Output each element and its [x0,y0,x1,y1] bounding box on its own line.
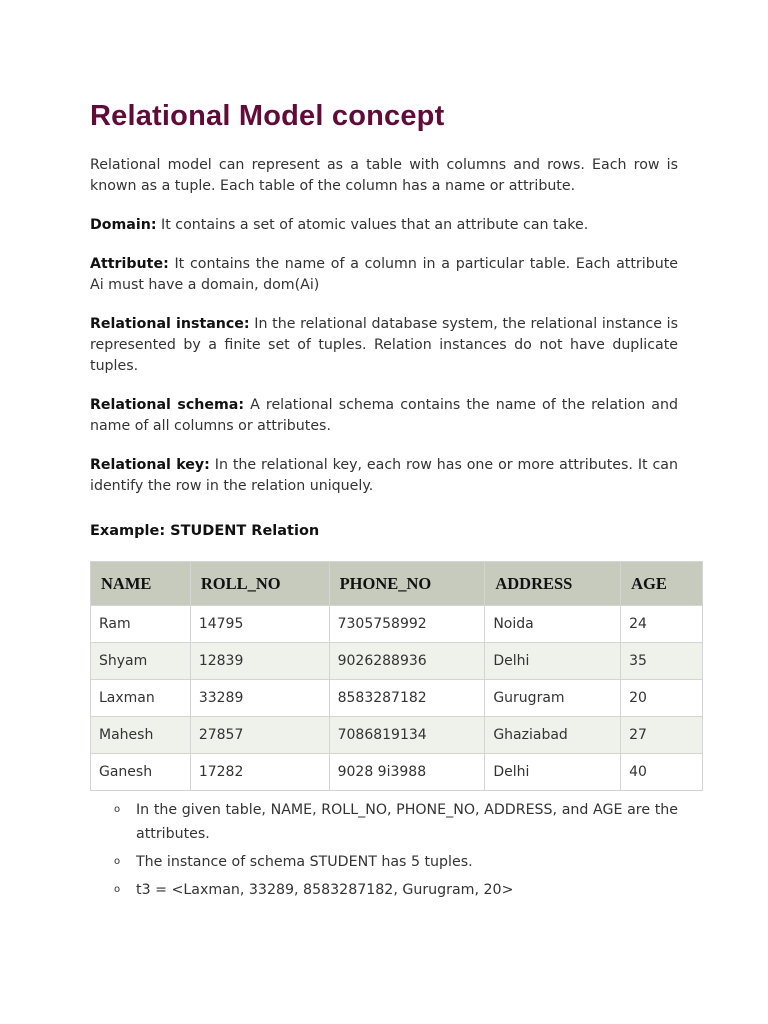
definition-domain [90,215,678,236]
student-relation-table [90,561,703,791]
list-item [110,798,678,846]
list-item-text: The instance of schema STUDENT has 5 tuples. [136,854,473,870]
table-cell: 35 [621,643,703,680]
table-cell: 7305758992 [329,606,485,643]
intro-paragraph: Relational model can represent as a table with columns and rows. Each row is known as a tuple. Each table of the column has a name or attribute. [90,157,678,194]
definition-text: It contains a set of atomic values that an attribute can take. [156,217,589,233]
table-cell: Gurugram [485,680,621,717]
definition-relational-instance [90,314,678,377]
table-cell: Shyam [91,643,191,680]
table-cell: 24 [621,606,703,643]
table-cell: Ram [91,606,191,643]
table-cell: 20 [621,680,703,717]
table-cell: 27857 [190,717,329,754]
table-cell: 9026288936 [329,643,485,680]
definition-term: Attribute: [90,256,169,272]
header-age: AGE [621,562,703,606]
table-row [91,754,703,791]
table-cell: 33289 [190,680,329,717]
definition-term: Relational schema: [90,397,245,413]
definition-term: Relational instance: [90,316,250,332]
table-cell: 12839 [190,643,329,680]
definition-term: Domain: [90,217,157,233]
table-cell: Mahesh [91,717,191,754]
bullet-list [110,798,678,906]
circle-bullet-icon: o [114,884,121,895]
definition-term: Relational key: [90,457,210,473]
header-phone-no: PHONE_NO [329,562,485,606]
table-cell: 7086819134 [329,717,485,754]
example-label: Example: STUDENT Relation [90,523,320,539]
table-row [91,717,703,754]
header-name: NAME [91,562,191,606]
definition-text: It contains the name of a column in a particular table. Each attribute Ai must have a domain, dom(Ai) [90,256,678,293]
table-cell: Delhi [485,643,621,680]
list-item [110,850,678,874]
table-cell: 40 [621,754,703,791]
table-row [91,680,703,717]
header-roll-no: ROLL_NO [190,562,329,606]
definition-relational-key [90,455,678,497]
circle-bullet-icon: o [114,804,121,815]
definition-relational-schema [90,395,678,437]
table-cell: Ghaziabad [485,717,621,754]
definition-text: In the relational key, each row has one or more attributes. It can identify the row in the relation uniquely. [90,457,678,494]
table-cell: 8583287182 [329,680,485,717]
table-cell: 17282 [190,754,329,791]
table-cell: Laxman [91,680,191,717]
table-cell: 9028 9i3988 [329,754,485,791]
table-cell: Delhi [485,754,621,791]
header-address: ADDRESS [485,562,621,606]
list-item [110,878,678,902]
document-body [90,100,678,515]
table-row [91,643,703,680]
page-title: Relational Model concept [90,100,445,132]
definition-text: In the relational database system, the relational instance is represented by a finite set of tuples. Relation instances do not have duplicate tuples. [90,316,678,374]
table-cell: Noida [485,606,621,643]
list-item-text: t3 = <Laxman, 33289, 8583287182, Gurugram, 20> [136,882,514,898]
table-cell: Ganesh [91,754,191,791]
table-cell: 27 [621,717,703,754]
list-item-text: In the given table, NAME, ROLL_NO, PHONE_NO, ADDRESS, and AGE are the attributes. [136,802,678,842]
definition-text: A relational schema contains the name of the relation and name of all columns or attributes. [90,397,678,434]
circle-bullet-icon: o [114,856,121,867]
table-header-row [91,562,703,606]
definition-attribute [90,254,678,296]
table-row [91,606,703,643]
table-cell: 14795 [190,606,329,643]
